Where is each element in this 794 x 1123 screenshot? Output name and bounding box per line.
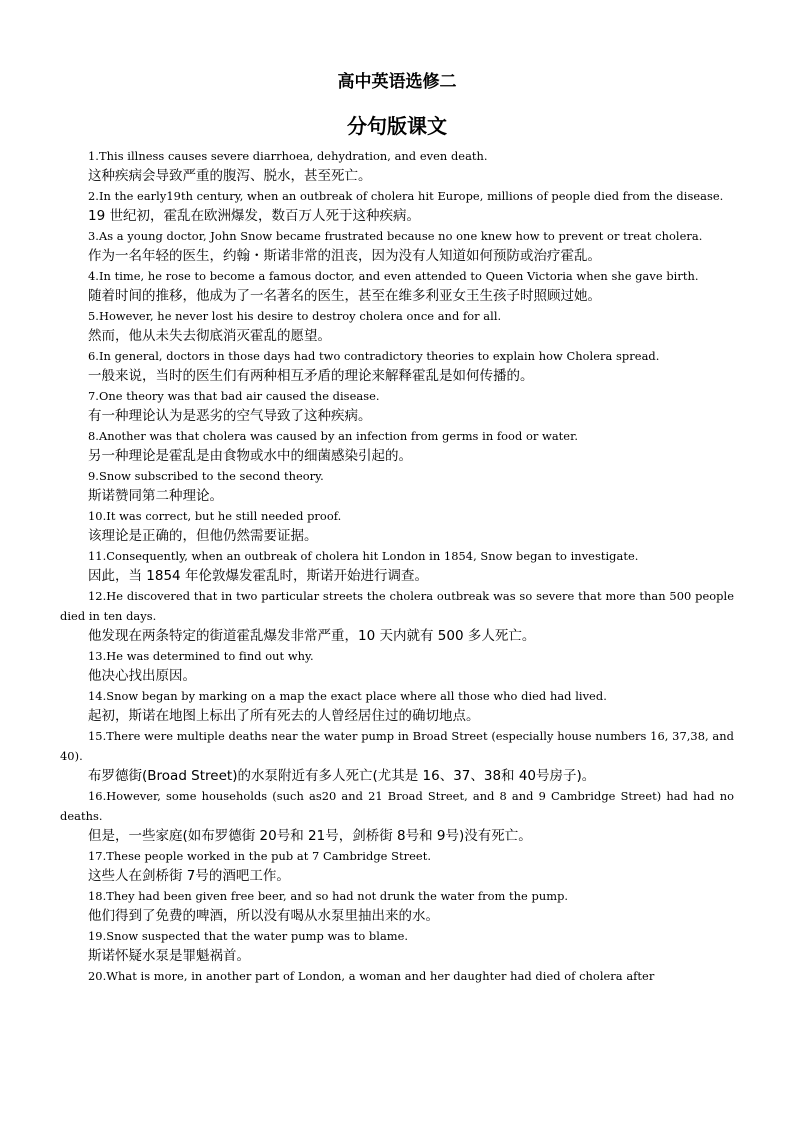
sentence-chinese: 这些人在剑桥街 7号的酒吧工作。 <box>88 868 290 884</box>
sentence-english: 20.What is more, in another part of London, a woman and her daughter had died of cholera after <box>88 969 655 983</box>
sentence-english: 3.As a young doctor, John Snow became frustrated because no one knew how to prevent or treat cholera. <box>88 229 703 243</box>
sentence-english: 7.One theory was that bad air caused the disease. <box>88 389 380 403</box>
sentence-english: 16.However, some households (such as20 and 21 Broad Street, and 8 and 9 Cambridge Street) had had no deaths. <box>60 789 734 823</box>
sentence-chinese: 斯诺怀疑水泵是罪魁祸首。 <box>88 948 250 964</box>
sentence-english: 4.In time, he rose to become a famous doctor, and even attended to Queen Victoria when she gave birth. <box>88 269 699 283</box>
sentence-english: 19.Snow suspected that the water pump was to blame. <box>88 929 409 943</box>
sentence-chinese: 有一种理论认为是恶劣的空气导致了这种疾病。 <box>88 408 372 424</box>
sentence-english: 12.He discovered that in two particular streets the cholera outbreak was so severe that more than 500 people died in ten days. <box>60 589 734 623</box>
sentence-english: 11.Consequently, when an outbreak of cholera hit London in 1854, Snow began to investigate. <box>88 549 639 563</box>
sentence-chinese: 然而，他从未失去彻底消灭霍乱的愿望。 <box>88 328 331 344</box>
sentence-english: 13.He was determined to find out why. <box>88 649 314 663</box>
sentence-chinese: 他们得到了免费的啤酒，所以没有喝从水泵里抽出来的水。 <box>88 908 439 924</box>
sentence-chinese: 他决心找出原因。 <box>88 668 196 684</box>
sentence-english: 9.Snow subscribed to the second theory. <box>88 469 324 483</box>
sentence-chinese: 因此，当 1854 年伦敦爆发霍乱时，斯诺开始进行调查。 <box>88 568 428 584</box>
sentence-chinese: 作为一名年轻的医生，约翰・斯诺非常的沮丧，因为没有人知道如何预防或治疗霍乱。 <box>88 248 601 264</box>
sentence-chinese: 斯诺赞同第二种理论。 <box>88 488 223 504</box>
sentence-english: 15.There were multiple deaths near the water pump in Broad Street (especially house numbers 16, 37,38, and 40). <box>60 729 734 763</box>
sentence-english: 14.Snow began by marking on a map the exact place where all those who died had lived. <box>88 689 607 703</box>
sentence-chinese: 随着时间的推移，他成为了一名著名的医生，甚至在维多利亚女王生孩子时照顾过她。 <box>88 288 601 304</box>
sentence-chinese: 19 世纪初，霍乱在欧洲爆发，数百万人死于这种疾病。 <box>88 208 420 224</box>
sentence-english: 1.This illness causes severe diarrhoea, dehydration, and even death. <box>88 149 488 163</box>
sentence-chinese: 他发现在两条特定的街道霍乱爆发非常严重，10 天内就有 500 多人死亡。 <box>88 628 536 644</box>
sentence-chinese: 布罗德街(Broad Street)的水泵附近有多人死亡(尤其是 16、37、38和 40号房子)。 <box>88 768 596 784</box>
sentence-chinese: 一般来说，当时的医生们有两种相互矛盾的理论来解释霍乱是如何传播的。 <box>88 368 534 384</box>
sentence-english: 10.It was correct, but he still needed proof. <box>88 509 342 523</box>
sentence-english: 17.These people worked in the pub at 7 Cambridge Street. <box>88 849 432 863</box>
sentence-english: 8.Another was that cholera was caused by an infection from germs in food or water. <box>88 429 579 443</box>
sentence-english: 5.However, he never lost his desire to destroy cholera once and for all. <box>88 309 502 323</box>
sentence-chinese: 起初，斯诺在地图上标出了所有死去的人曾经居住过的确切地点。 <box>88 708 480 724</box>
sentence-list <box>60 146 734 986</box>
document-subtitle: 分句版课文 <box>347 114 447 138</box>
sentence-chinese: 该理论是正确的，但他仍然需要证据。 <box>88 528 318 544</box>
sentence-english: 18.They had been given free beer, and so had not drunk the water from the pump. <box>88 889 569 903</box>
sentence-english: 6.In general, doctors in those days had two contradictory theories to explain how Cholera spread. <box>88 349 660 363</box>
sentence-chinese: 这种疾病会导致严重的腹泻、脱水，甚至死亡。 <box>88 168 372 184</box>
sentence-chinese: 但是，一些家庭(如布罗德街 20号和 21号，剑桥街 8号和 9号)没有死亡。 <box>88 828 532 844</box>
sentence-english: 2.In the early19th century, when an outbreak of cholera hit Europe, millions of people died from the disease. <box>88 189 724 203</box>
document-title: 高中英语选修二 <box>337 72 457 92</box>
sentence-chinese: 另一种理论是霍乱是由食物或水中的细菌感染引起的。 <box>88 448 412 464</box>
